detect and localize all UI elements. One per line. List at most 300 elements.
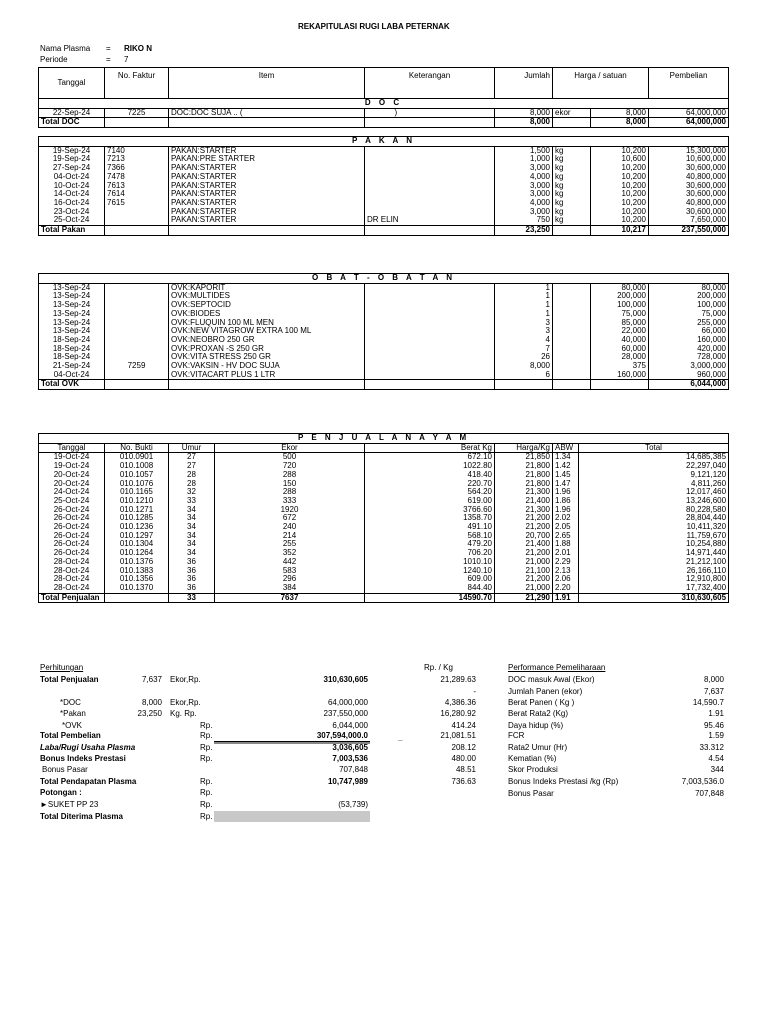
penjualan-header-row: Tanggal No. Bukti Umur Ekor Berat Kg Harga/Kg ABW Total (39, 443, 729, 453)
bukti-cell: 010.0901 (105, 453, 169, 462)
perhitungan-amount: 64,000,000 (327, 698, 368, 707)
bukti-cell: 010.1285 (105, 514, 169, 523)
date-cell: 28-Oct-24 (39, 567, 105, 576)
unit-cell (553, 310, 591, 319)
unit-cell (553, 301, 591, 310)
jumlah-cell: 1,500 (495, 146, 553, 155)
harga-cell: 20,700 (495, 532, 553, 541)
jumlah-cell: 3 (495, 327, 553, 336)
harga-cell: 60,000 (591, 345, 649, 354)
item-cell: PAKAN:STARTER (169, 173, 365, 182)
total-diterima-highlight (214, 811, 370, 822)
total-cell: 17,732,400 (579, 584, 729, 593)
penjualan-row (39, 523, 729, 532)
ekor-cell: 384 (215, 584, 365, 593)
date-cell: 26-Oct-24 (39, 549, 105, 558)
keterangan-cell (365, 371, 495, 380)
perhitungan-label: ►SUKET PP 23 (40, 800, 99, 809)
bukti-cell: 010.1370 (105, 584, 169, 593)
penjualan-row (39, 584, 729, 593)
date-cell: 25-Oct-24 (39, 497, 105, 506)
berat-cell: 1010.10 (365, 558, 495, 567)
date-cell: 13-Sep-24 (39, 310, 105, 319)
faktur-cell: 7615 (105, 199, 169, 208)
date-cell: 28-Oct-24 (39, 575, 105, 584)
header-jumlah: Jumlah (495, 68, 553, 99)
perhitungan-unit: Rp. (200, 721, 213, 730)
abw-cell: 2.13 (553, 567, 579, 576)
jumlah-cell: 1 (495, 283, 553, 292)
obat-row (39, 362, 729, 371)
harga-cell: 21,400 (495, 540, 553, 549)
date-cell: 25-Oct-24 (39, 216, 105, 225)
item-cell: PAKAN:STARTER (169, 208, 365, 217)
item-cell: OVK:BIODES (169, 310, 365, 319)
perhitungan-unit: Ekor,Rp. (170, 698, 201, 707)
jumlah-cell: 3,000 (495, 164, 553, 173)
perhitungan-unit: Rp. (200, 777, 213, 786)
harga-cell: 21,200 (495, 575, 553, 584)
perhitungan-label: Bonus Pasar (42, 765, 88, 774)
performance-value: 344 (710, 765, 724, 774)
keterangan-cell (365, 310, 495, 319)
unit-cell (553, 327, 591, 336)
faktur-cell (105, 208, 169, 217)
pakan-row (39, 164, 729, 173)
faktur-cell (105, 292, 169, 301)
pembelian-cell: 100,000 (649, 301, 729, 310)
ekor-cell: 442 (215, 558, 365, 567)
unit-cell: kg (553, 208, 591, 217)
faktur-cell: 7366 (105, 164, 169, 173)
faktur-cell: 7613 (105, 182, 169, 191)
faktur-cell: 7614 (105, 190, 169, 199)
date-cell: 27-Sep-24 (39, 164, 105, 173)
berat-cell: 672.10 (365, 453, 495, 462)
penjualan-row (39, 471, 729, 480)
harga-cell: 21,300 (495, 488, 553, 497)
berat-cell: 706.20 (365, 549, 495, 558)
faktur-cell: 7259 (105, 362, 169, 371)
keterangan-cell (365, 164, 495, 173)
bukti-cell: 010.1297 (105, 532, 169, 541)
jumlah-cell: 1 (495, 310, 553, 319)
harga-cell: 21,200 (495, 549, 553, 558)
obat-row (39, 371, 729, 380)
harga-cell: 10,600 (591, 155, 649, 164)
page-title: REKAPITULASI RUGI LABA PETERNAK (298, 22, 450, 31)
unit-cell (553, 345, 591, 354)
ekor-cell: 240 (215, 523, 365, 532)
penjualan-row (39, 488, 729, 497)
performance-value: 707,848 (695, 789, 724, 798)
header-faktur: No. Faktur (105, 68, 169, 99)
ekor-cell: 214 (215, 532, 365, 541)
faktur-cell (105, 371, 169, 380)
perhitungan-unit: Rp. (200, 788, 213, 797)
keterangan-cell (365, 345, 495, 354)
berat-cell: 479.20 (365, 540, 495, 549)
date-cell: 04-Oct-24 (39, 173, 105, 182)
penjualan-row (39, 506, 729, 515)
item-cell: PAKAN:STARTER (169, 190, 365, 199)
umur-cell: 34 (169, 514, 215, 523)
harga-cell: 10,200 (591, 190, 649, 199)
periode-value: 7 (124, 55, 129, 64)
ekor-cell: 352 (215, 549, 365, 558)
abw-cell: 1.86 (553, 497, 579, 506)
pembelian-cell: 160,000 (649, 336, 729, 345)
umur-cell: 34 (169, 523, 215, 532)
abw-cell: 2.29 (553, 558, 579, 567)
pembelian-cell: 40,800,000 (649, 173, 729, 182)
harga-cell: 10,200 (591, 199, 649, 208)
performance-label: DOC masuk Awal (Ekor) (508, 675, 595, 684)
obat-row (39, 292, 729, 301)
item-cell: PAKAN:STARTER (169, 182, 365, 191)
date-cell: 19-Oct-24 (39, 453, 105, 462)
faktur-cell (105, 336, 169, 345)
ekor-cell: 672 (215, 514, 365, 523)
umur-cell: 34 (169, 532, 215, 541)
abw-cell: 1.34 (553, 453, 579, 462)
jumlah-cell: 3,000 (495, 182, 553, 191)
abw-cell: 1.42 (553, 462, 579, 471)
rpkg-label: Rp. / Kg (424, 663, 453, 672)
perhitungan-unit: Rp. (200, 754, 213, 763)
unit-cell (553, 353, 591, 362)
pembelian-cell: 80,000 (649, 283, 729, 292)
bukti-cell: 010.1057 (105, 471, 169, 480)
penjualan-row (39, 462, 729, 471)
obat-row (39, 353, 729, 362)
date-cell: 23-Oct-24 (39, 208, 105, 217)
abw-cell: 2.06 (553, 575, 579, 584)
perhitungan-dash: _ (398, 733, 403, 742)
perhitungan-rpkg: 48.51 (455, 765, 476, 774)
harga-cell: 21,850 (495, 453, 553, 462)
perhitungan-label: Bonus Indeks Prestasi (40, 754, 126, 763)
harga-cell: 85,000 (591, 319, 649, 328)
penjualan-section-title: P E N J U A L A N A Y A M (39, 434, 729, 444)
harga-cell: 21,200 (495, 523, 553, 532)
performance-value: 8,000 (703, 675, 724, 684)
item-cell: PAKAN:STARTER (169, 216, 365, 225)
keterangan-cell (365, 173, 495, 182)
date-cell: 20-Oct-24 (39, 471, 105, 480)
bukti-cell: 010.1076 (105, 480, 169, 489)
item-text: DOC:DOC SUJA .. ( (171, 108, 243, 117)
pembelian-cell: 30,600,000 (649, 208, 729, 217)
faktur-cell (105, 283, 169, 292)
obat-row (39, 345, 729, 354)
performance-value: 95.46 (703, 721, 724, 730)
unit-cell: kg (553, 164, 591, 173)
abw-cell: 2.01 (553, 549, 579, 558)
pakan-row (39, 182, 729, 191)
keterangan-cell (365, 190, 495, 199)
bukti-cell: 010.1210 (105, 497, 169, 506)
keterangan-cell (365, 155, 495, 164)
berat-cell: 844.40 (365, 584, 495, 593)
total-cell: 4,811,260 (579, 480, 729, 489)
harga-cell: 21,300 (495, 506, 553, 515)
harga-cell: 21,100 (495, 567, 553, 576)
faktur-cell: 7225 (105, 108, 169, 118)
date-cell: 19-Sep-24 (39, 155, 105, 164)
date-cell: 26-Oct-24 (39, 523, 105, 532)
perhitungan-label: *Pakan (60, 709, 86, 718)
perhitungan-rpkg: 21,081.51 (440, 731, 476, 740)
total-cell: 80,228,580 (579, 506, 729, 515)
item-cell: OVK:FLUQUIN 100 ML MEN (169, 319, 365, 328)
umur-cell: 28 (169, 471, 215, 480)
pakan-row (39, 208, 729, 217)
date-cell: 13-Sep-24 (39, 301, 105, 310)
umur-cell: 36 (169, 567, 215, 576)
total-cell: 10,254,880 (579, 540, 729, 549)
harga-cell: 21,200 (495, 514, 553, 523)
total-cell: 12,910,800 (579, 575, 729, 584)
date-cell: 28-Oct-24 (39, 584, 105, 593)
pembelian-cell: 420,000 (649, 345, 729, 354)
date-cell: 26-Oct-24 (39, 514, 105, 523)
perhitungan-rpkg: 21,289.63 (440, 675, 476, 684)
perhitungan-label: Potongan : (40, 788, 82, 797)
performance-value: 33.312 (699, 743, 724, 752)
faktur-cell (105, 353, 169, 362)
harga-cell: 28,000 (591, 353, 649, 362)
berat-cell: 3766.60 (365, 506, 495, 515)
perhitungan-qty: 8,000 (141, 698, 162, 707)
performance-label: Daya hidup (%) (508, 721, 564, 730)
ekor-cell: 720 (215, 462, 365, 471)
jumlah-cell: 750 (495, 216, 553, 225)
item-cell: PAKAN:STARTER (169, 146, 365, 155)
faktur-cell: 7213 (105, 155, 169, 164)
perhitungan-rpkg: 16,280.92 (440, 709, 476, 718)
berat-cell: 491.10 (365, 523, 495, 532)
faktur-cell (105, 327, 169, 336)
item-cell: OVK:VITA STRESS 250 GR (169, 353, 365, 362)
bukti-cell: 010.1383 (105, 567, 169, 576)
perhitungan-amount: 7,003,536 (332, 754, 368, 763)
penjualan-table (38, 433, 729, 603)
abw-cell: 2.02 (553, 514, 579, 523)
pakan-row (39, 199, 729, 208)
total-cell: 14,685,385 (579, 453, 729, 462)
item-cell: OVK:NEW VITAGROW EXTRA 100 ML (169, 327, 365, 336)
penjualan-row (39, 549, 729, 558)
abw-cell: 2.65 (553, 532, 579, 541)
jumlah-cell: 1 (495, 292, 553, 301)
harga-cell: 10,200 (591, 216, 649, 225)
umur-cell: 34 (169, 549, 215, 558)
obat-row (39, 327, 729, 336)
performance-title: Performance Pemeliharaan (508, 663, 606, 672)
bukti-cell: 010.1356 (105, 575, 169, 584)
keterangan-cell (365, 208, 495, 217)
date-cell: 26-Oct-24 (39, 506, 105, 515)
perhitungan-amount: 10,747,989 (327, 777, 368, 786)
bukti-cell: 010.1008 (105, 462, 169, 471)
performance-label: Kematian (%) (508, 754, 557, 763)
jumlah-cell: 6 (495, 371, 553, 380)
total-cell: 11,759,670 (579, 532, 729, 541)
perhitungan-title: Perhitungan (40, 663, 84, 672)
ekor-cell: 333 (215, 497, 365, 506)
perhitungan-qty: 7,637 (141, 675, 162, 684)
ekor-cell: 288 (215, 471, 365, 480)
perhitungan-label: Total Diterima Plasma (40, 812, 123, 821)
penjualan-row (39, 540, 729, 549)
bukti-cell: 010.1264 (105, 549, 169, 558)
total-cell: 9,121,120 (579, 471, 729, 480)
date-cell: 18-Sep-24 (39, 353, 105, 362)
date-cell: 21-Sep-24 (39, 362, 105, 371)
performance-value: 7,637 (703, 687, 724, 696)
jumlah-cell: 3,000 (495, 190, 553, 199)
harga-cell: 10,200 (591, 164, 649, 173)
unit-cell (553, 292, 591, 301)
perhitungan-rpkg: 736.63 (451, 777, 476, 786)
unit-cell: kg (553, 146, 591, 155)
performance-label: Rata2 Umur (Hr) (508, 743, 568, 752)
perhitungan-amount: 310,630,605 (323, 675, 368, 684)
jumlah-cell: 8,000 (495, 108, 553, 118)
umur-cell: 32 (169, 488, 215, 497)
harga-cell: 80,000 (591, 283, 649, 292)
pembelian-cell: 75,000 (649, 310, 729, 319)
unit-cell (553, 319, 591, 328)
harga-cell: 100,000 (591, 301, 649, 310)
item-cell: PAKAN:PRE STARTER (169, 155, 365, 164)
bukti-cell: 010.1271 (105, 506, 169, 515)
jumlah-cell: 8,000 (495, 362, 553, 371)
perhitungan-amount: 6,044,000 (332, 721, 368, 730)
jumlah-cell: 1 (495, 301, 553, 310)
jumlah-cell: 7 (495, 345, 553, 354)
total-cell: 14,971,440 (579, 549, 729, 558)
umur-cell: 33 (169, 497, 215, 506)
unit-cell: kg (553, 190, 591, 199)
keterangan-cell (365, 301, 495, 310)
perhitungan-amount: 707,848 (339, 765, 368, 774)
date-cell: 26-Oct-24 (39, 532, 105, 541)
doc-section-title: D O C (39, 99, 729, 109)
date-cell: 16-Oct-24 (39, 199, 105, 208)
harga-cell: 10,200 (591, 146, 649, 155)
perhitungan-rpkg: 480.00 (451, 754, 476, 763)
harga-cell: 200,000 (591, 292, 649, 301)
penjualan-total-row: Total Penjualan 33 7637 14590.70 21,290 1.91 310,630,605 (39, 593, 729, 603)
abw-cell: 1.96 (553, 488, 579, 497)
header-item: Item (169, 68, 365, 99)
pakan-row (39, 216, 729, 225)
umur-cell: 36 (169, 558, 215, 567)
pakan-table (38, 136, 729, 236)
item-cell: PAKAN:STARTER (169, 164, 365, 173)
obat-total-row: Total OVK 6,044,000 (39, 380, 729, 390)
perhitungan-amount: (53,739) (338, 800, 368, 809)
perhitungan-amount: 3,036,605 (332, 743, 368, 752)
keterangan-cell (365, 108, 495, 118)
perhitungan-label: Total Pembelian (40, 731, 101, 740)
obat-section-title: O B A T - O B A T A N (39, 274, 729, 284)
abw-cell: 1.45 (553, 471, 579, 480)
perhitungan-label: Total Penjualan (40, 675, 99, 684)
penjualan-row (39, 514, 729, 523)
date-cell: 28-Oct-24 (39, 558, 105, 567)
penjualan-row (39, 480, 729, 489)
harga-cell: 40,000 (591, 336, 649, 345)
umur-cell: 36 (169, 575, 215, 584)
total-cell: 28,804,440 (579, 514, 729, 523)
header-keterangan: Keterangan (365, 68, 495, 99)
pembelian-cell: 255,000 (649, 319, 729, 328)
perhitungan-label: Laba/Rugi Usaha Plasma (40, 743, 136, 752)
keterangan-cell (365, 146, 495, 155)
performance-label: Berat Rata2 (Kg) (508, 709, 569, 718)
nama-plasma-eq: = (106, 44, 111, 53)
keterangan-cell (365, 327, 495, 336)
penjualan-row (39, 575, 729, 584)
berat-cell: 568.10 (365, 532, 495, 541)
perhitungan-unit: Kg. Rp. (170, 709, 197, 718)
faktur-cell (105, 301, 169, 310)
berat-cell: 619.00 (365, 497, 495, 506)
pembelian-cell: 200,000 (649, 292, 729, 301)
date-cell: 14-Oct-24 (39, 190, 105, 199)
performance-label: Berat Panen ( Kg ) (508, 698, 575, 707)
periode-label: Periode (40, 55, 68, 64)
date-cell: 22-Sep-24 (39, 108, 105, 118)
ekor-cell: 296 (215, 575, 365, 584)
harga-cell: 21,800 (495, 471, 553, 480)
item-cell: OVK:NEOBRO 250 GR (169, 336, 365, 345)
berat-cell: 564.20 (365, 488, 495, 497)
obat-row (39, 319, 729, 328)
umur-cell: 27 (169, 453, 215, 462)
item-cell: OVK:KAPORIT (169, 283, 365, 292)
abw-cell: 1.47 (553, 480, 579, 489)
perhitungan-qty: 23,250 (137, 709, 162, 718)
date-cell: 18-Sep-24 (39, 345, 105, 354)
faktur-cell (105, 319, 169, 328)
perhitungan-unit: Rp. (200, 731, 213, 740)
obat-row (39, 283, 729, 292)
perhitungan-unit: Rp. (200, 800, 213, 809)
date-cell: 13-Sep-24 (39, 327, 105, 336)
pembelian-cell: 66,000 (649, 327, 729, 336)
doc-row (39, 108, 729, 118)
total-cell: 13,246,600 (579, 497, 729, 506)
unit-cell: kg (553, 182, 591, 191)
harga-cell: 160,000 (591, 371, 649, 380)
purchase-header-row (39, 68, 729, 99)
perhitungan-amount: 237,550,000 (323, 709, 368, 718)
harga-cell: 75,000 (591, 310, 649, 319)
pembelian-cell: 30,600,000 (649, 190, 729, 199)
perhitungan-label: Total Pendapatan Plasma (40, 777, 137, 786)
pembelian-cell: 3,000,000 (649, 362, 729, 371)
performance-label: Bonus Indeks Prestasi /kg (Rp) (508, 777, 619, 786)
pembelian-cell: 15,300,000 (649, 146, 729, 155)
performance-value: 1.91 (708, 709, 724, 718)
ekor-cell: 288 (215, 488, 365, 497)
keterangan-cell (365, 319, 495, 328)
harga-cell: 21,000 (495, 558, 553, 567)
